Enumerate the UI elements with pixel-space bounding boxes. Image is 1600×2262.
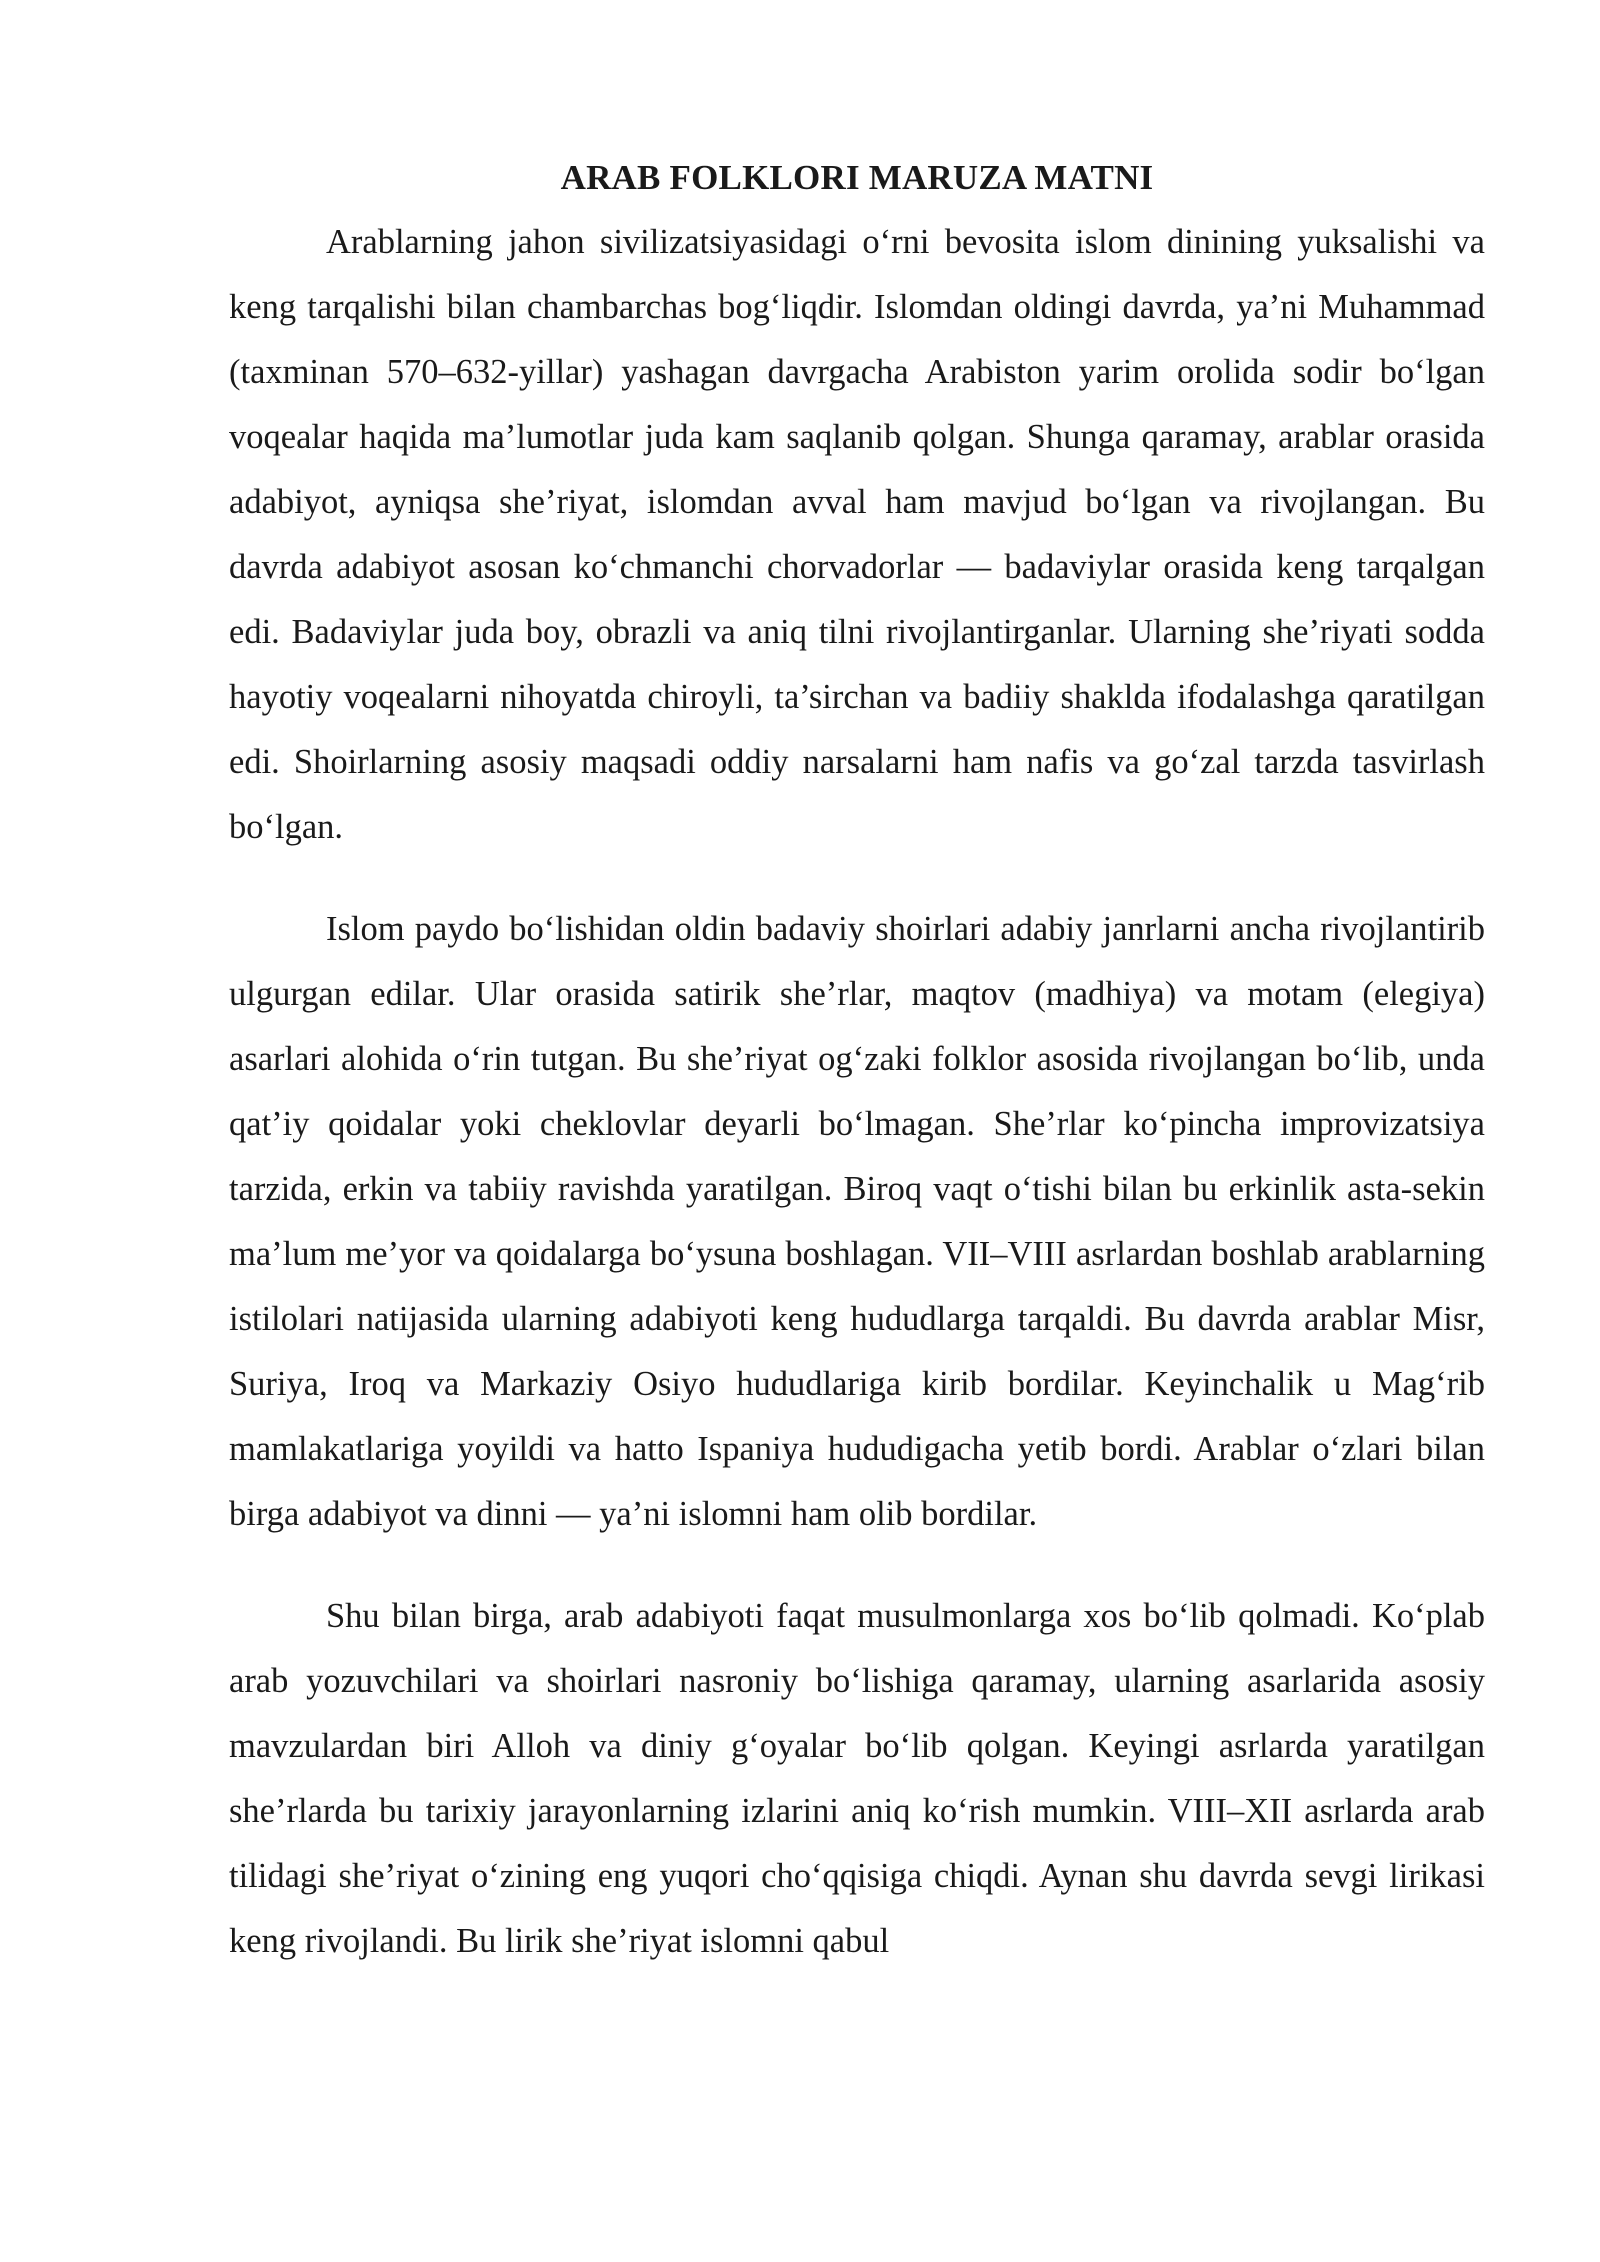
document-page <box>229 148 1485 2011</box>
document-title: ARAB FOLKLORI MARUZA MATNI <box>560 158 1154 197</box>
paragraph-2: Islom paydo bo‘lishidan oldin badaviy shoirlari adabiy janrlarni ancha rivojlantirib ulgurgan edilar. Ular orasida satirik she’rlar, maqtov (madhiya) va motam (elegiya) asarlari alohida o‘rin tutgan. Bu she’riyat og‘zaki folklor asosida rivojlangan bo‘lib, unda qat’iy qoidalar yoki cheklovlar deyarli bo‘lmagan. She’rlar ko‘pincha improvizatsiya tarzida, erkin va tabiiy ravishda yaratilgan. Biroq vaqt o‘tishi bilan bu erkinlik asta-sekin ma’lum me’yor va qoidalarga bo‘ysuna boshlagan. VII–VIII asrlardan boshlab arablarning istilolari natijasida ularning adabiyoti keng hududlarga tarqaldi. Bu davrda arablar Misr, Suriya, Iroq va Markaziy Osiyo hududlariga kirib bordilar. Keyinchalik u Mag‘rib mamlakatlariga yoyildi va hatto Ispaniya hududigacha yetib bordi. Arablar o‘zlari bilan birga adabiyot va dinni — ya’ni islomni ham olib bordilar. <box>229 910 1485 1533</box>
paragraph-3: Shu bilan birga, arab adabiyoti faqat musulmonlarga xos bo‘lib qolmadi. Ko‘plab arab yozuvchilari va shoirlari nasroniy bo‘lishiga qaramay, ularning asarlarida asosiy mavzulardan biri Alloh va diniy g‘oyalar bo‘lib qolgan. Keyingi asrlarda yaratilgan she’rlarda bu tarixiy jarayonlarning izlarini aniq ko‘rish mumkin. VIII–XII asrlarda arab tilidagi she’riyat o‘zining eng yuqori cho‘qqisiga chiqdi. Aynan shu davrda sevgi lirikasi keng rivojlandi. Bu lirik she’riyat islomni qabul <box>229 1597 1485 1960</box>
paragraph-1: Arablarning jahon sivilizatsiyasidagi o‘rni bevosita islom dinining yuksalishi va keng tarqalishi bilan chambarchas bog‘liqdir. Islomdan oldingi davrda, ya’ni Muhammad (taxminan 570–632-yillar) yashagan davrgacha Arabiston yarim orolida sodir bo‘lgan voqealar haqida ma’lumotlar juda kam saqlanib qolgan. Shunga qaramay, arablar orasida adabiyot, ayniqsa she’riyat, islomdan avval ham mavjud bo‘lgan va rivojlangan. Bu davrda adabiyot asosan ko‘chmanchi chorvadorlar — badaviylar orasida keng tarqalgan edi. Badaviylar juda boy, obrazli va aniq tilni rivojlantirganlar. Ularning she’riyati sodda hayotiy voqealarni nihoyatda chiroyli, ta’sirchan va badiiy shaklda ifodalashga qaratilgan edi. Shoirlarning asosiy maqsadi oddiy narsalarni ham nafis va go‘zal tarzda tasvirlash bo‘lgan. <box>229 223 1485 846</box>
